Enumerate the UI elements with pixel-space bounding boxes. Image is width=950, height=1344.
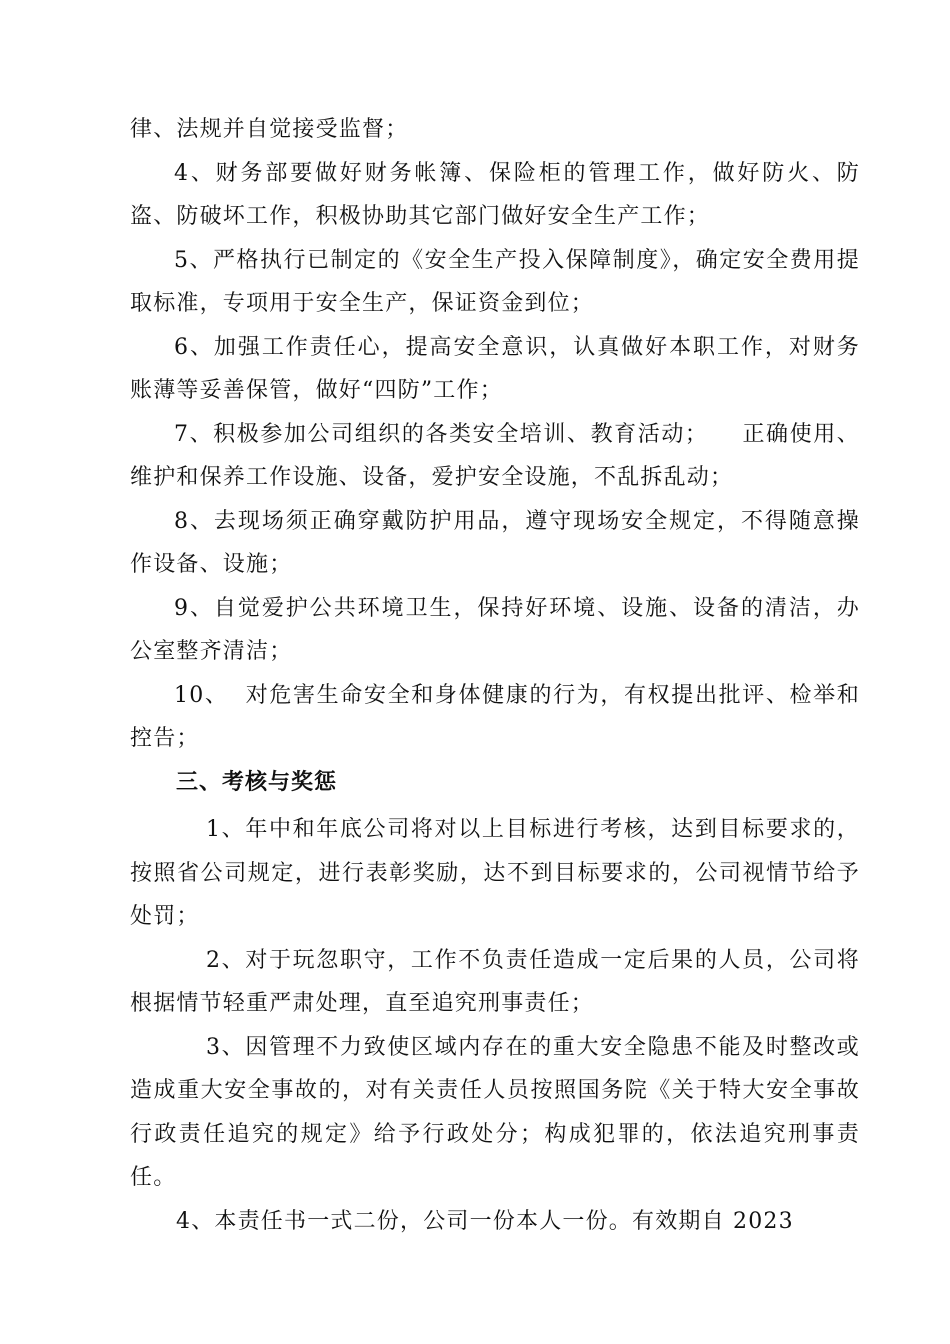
- paragraph-item-9: 9、自觉爱护公共环境卫生，保持好环境、设施、设备的清洁，办公室整齐清洁；: [130, 595, 860, 664]
- paragraph-item-4: 4、财务部要做好财务帐簿、保险柜的管理工作，做好防火、防盗、防破坏工作，积极协助其它部门做好安全生产工作；: [130, 160, 860, 229]
- section-item-1: 1、年中和年底公司将对以上目标进行考核，达到目标要求的，按照省公司规定，进行表彰奖励，达不到目标要求的，公司视情节给予处罚；: [130, 817, 860, 929]
- paragraph-item-8: 8、去现场须正确穿戴防护用品，遵守现场安全规定，不得随意操作设备、设施；: [130, 508, 860, 577]
- paragraph-item-5: 5、严格执行已制定的《安全生产投入保障制度》，确定安全费用提取标准，专项用于安全生产，保证资金到位；: [130, 247, 860, 316]
- paragraph-item-6: 6、加强工作责任心，提高安全意识，认真做好本职工作，对财务账薄等妥善保管，做好“四防”工作；: [130, 334, 860, 403]
- paragraph-item-7: 7、积极参加公司组织的各类安全培训、教育活动； 正确使用、维护和保养工作设施、设备，爱护安全设施，不乱拆乱动；: [130, 421, 860, 490]
- section-item-4: 4、本责任书一式二份，公司一份本人一份。有效期自 2023: [176, 1208, 794, 1234]
- section-item-3: 3、因管理不力致使区域内存在的重大安全隐患不能及时整改或造成重大安全事故的，对有关责任人员按照国务院《关于特大安全事故行政责任追究的规定》给予行政处分；构成犯罪的，依法追究刑事责任。: [130, 1034, 860, 1190]
- body-text-upper: [130, 108, 860, 804]
- paragraph-item-10: 10、 对危害生命安全和身体健康的行为，有权提出批评、检举和控告；: [130, 682, 860, 751]
- section-item-2: 2、对于玩忽职守，工作不负责任造成一定后果的人员，公司将根据情节轻重严肃处理，直至追究刑事责任；: [130, 947, 860, 1016]
- section-heading: 三、考核与奖惩: [176, 769, 338, 795]
- body-text-lower: [130, 808, 860, 1243]
- paragraph-continuation: 律、法规并自觉接受监督；: [130, 117, 409, 142]
